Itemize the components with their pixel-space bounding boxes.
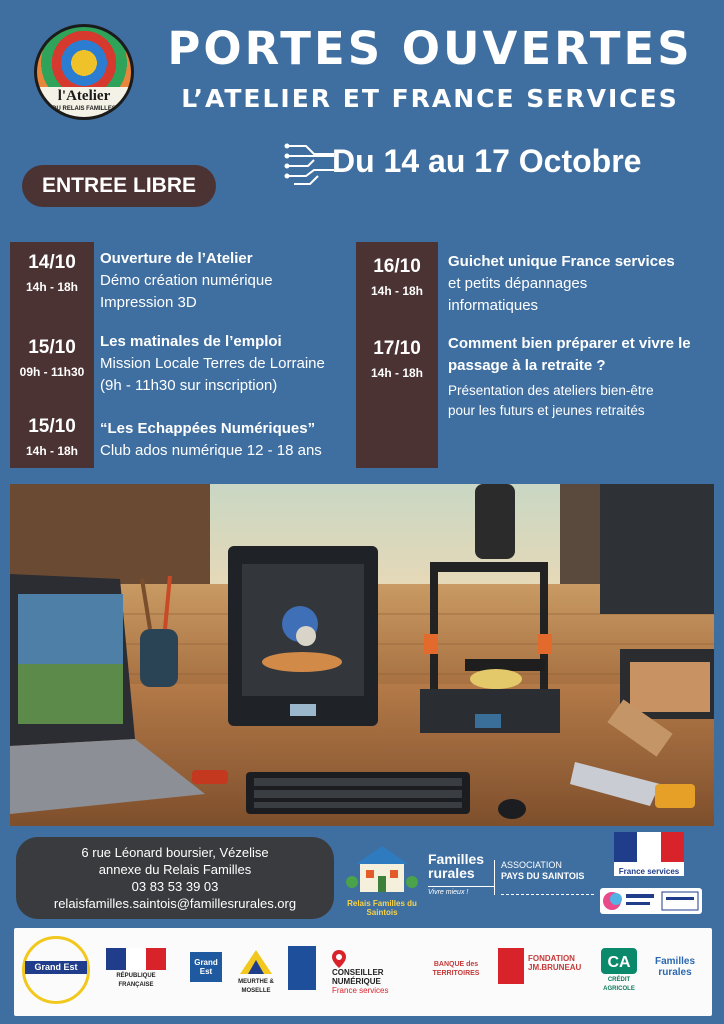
event-time: 09h - 11h30 — [19, 365, 85, 379]
workshop-photo — [10, 484, 714, 826]
event-day: 14/10 — [28, 252, 76, 273]
grand-est-region-logo: Grand Est — [22, 936, 90, 1004]
event-time: 14h - 18h — [25, 444, 79, 458]
address-street: 6 rue Léonard boursier, Vézelise — [81, 845, 269, 860]
label-badges — [600, 888, 702, 914]
logo-subtitle: DU RELAIS FAMILLES — [52, 106, 116, 112]
event-line: Impression 3D — [100, 294, 197, 311]
event-title: Guichet unique France services — [448, 253, 675, 270]
date-block — [10, 337, 94, 379]
familles-rurales-text: Familles rurales — [428, 851, 485, 881]
circuit-icon — [284, 140, 336, 186]
grand-est-logo: Grand Est — [190, 952, 222, 982]
event-line: Présentation des ateliers bien-être — [448, 383, 654, 398]
event-time: 14h - 18h — [370, 366, 424, 380]
event-day: 15/10 — [28, 337, 76, 358]
event-line: pour les futurs et jeunes retraités — [448, 403, 645, 418]
house-icon — [346, 842, 418, 894]
event-line: (9h - 11h30 sur inscription) — [100, 377, 278, 394]
event-description — [100, 418, 350, 462]
event-time: 14h - 18h — [25, 280, 79, 294]
marianne-icon — [614, 832, 684, 862]
date-block — [10, 416, 94, 458]
event-title: Comment bien préparer et vivre le passage à la retraite ? — [448, 335, 691, 374]
atelier-logo — [34, 24, 134, 120]
date-block — [356, 338, 438, 380]
badge-icons — [600, 888, 702, 914]
conseiller-numerique-logo: CONSEILLER NUMÉRIQUE France services — [332, 950, 400, 995]
familles-tagline: Vivre mieux ! — [428, 886, 494, 896]
event-day: 15/10 — [28, 416, 76, 437]
relais-familles-logo — [346, 842, 418, 920]
event-day: 16/10 — [373, 256, 421, 277]
republique-francaise-logo: RÉPUBLIQUE FRANÇAISE — [104, 948, 168, 990]
event-description — [448, 333, 714, 421]
meurthe-moselle-logo: MEURTHE & MOSELLE — [232, 948, 280, 996]
location-pin-icon — [332, 950, 346, 968]
banque-territoires-logo: BANQUE des TERRITOIRES — [432, 961, 480, 977]
event-title: Ouverture de l’Atelier — [100, 250, 253, 267]
event-description — [448, 251, 710, 317]
familles-rurales-logo — [428, 852, 494, 896]
event-title: “Les Echappées Numériques” — [100, 420, 316, 437]
sponsors-bar — [14, 928, 712, 1016]
ca-icon — [601, 948, 637, 974]
date-block — [10, 252, 94, 294]
title-atelier-france-services: L’ATELIER ET FRANCE SERVICES — [181, 84, 679, 113]
logo-title: l'Atelier — [57, 88, 111, 104]
caf-logo — [288, 946, 316, 990]
entree-libre-badge: ENTREE LIBRE — [22, 165, 216, 207]
event-line: et petits dépannages — [448, 275, 588, 292]
association-label: ASSOCIATION — [501, 860, 562, 870]
france-services-logo — [614, 832, 684, 876]
association-pays-saintois — [494, 860, 594, 895]
event-description — [100, 248, 350, 314]
divider — [501, 894, 594, 895]
event-line: Club ados numérique 12 - 18 ans — [100, 442, 322, 459]
email-address[interactable]: relaisfamilles.saintois@famillesrurales.org — [53, 896, 297, 911]
credit-agricole-logo: CA CRÉDIT AGRICOLE — [594, 948, 644, 994]
event-line: informatiques — [448, 297, 539, 314]
event-dates: Du 14 au 17 Octobre — [332, 143, 642, 179]
phone-number[interactable]: 03 83 53 39 03 — [131, 879, 219, 894]
address-annex: annexe du Relais Familles — [98, 862, 252, 877]
logo-band — [37, 87, 131, 120]
france-services-label: France services — [618, 867, 680, 876]
title-portes-ouvertes: PORTES OUVERTES — [167, 22, 693, 75]
coat-of-arms-logo — [498, 948, 524, 984]
pays-saintois-label: PAYS DU SAINTOIS — [501, 871, 585, 881]
event-title: Les matinales de l’emploi — [100, 333, 282, 350]
address-box — [16, 837, 334, 919]
relais-familles-label: Relais Familles du Saintois — [347, 899, 417, 917]
event-time: 14h - 18h — [370, 284, 424, 298]
event-day: 17/10 — [373, 338, 421, 359]
flag-icon — [106, 948, 166, 970]
fondation-bruneau-logo: FONDATION JM.BRUNEAU — [528, 954, 582, 972]
date-block — [356, 256, 438, 298]
familles-rurales-sponsor-logo: Familles rurales — [654, 956, 696, 978]
event-line: Démo création numérique — [100, 272, 273, 289]
event-line: Mission Locale Terres de Lorraine — [100, 355, 325, 372]
department-icon — [236, 948, 276, 976]
svg-text:CA: CA — [607, 954, 631, 971]
event-description — [100, 331, 360, 397]
